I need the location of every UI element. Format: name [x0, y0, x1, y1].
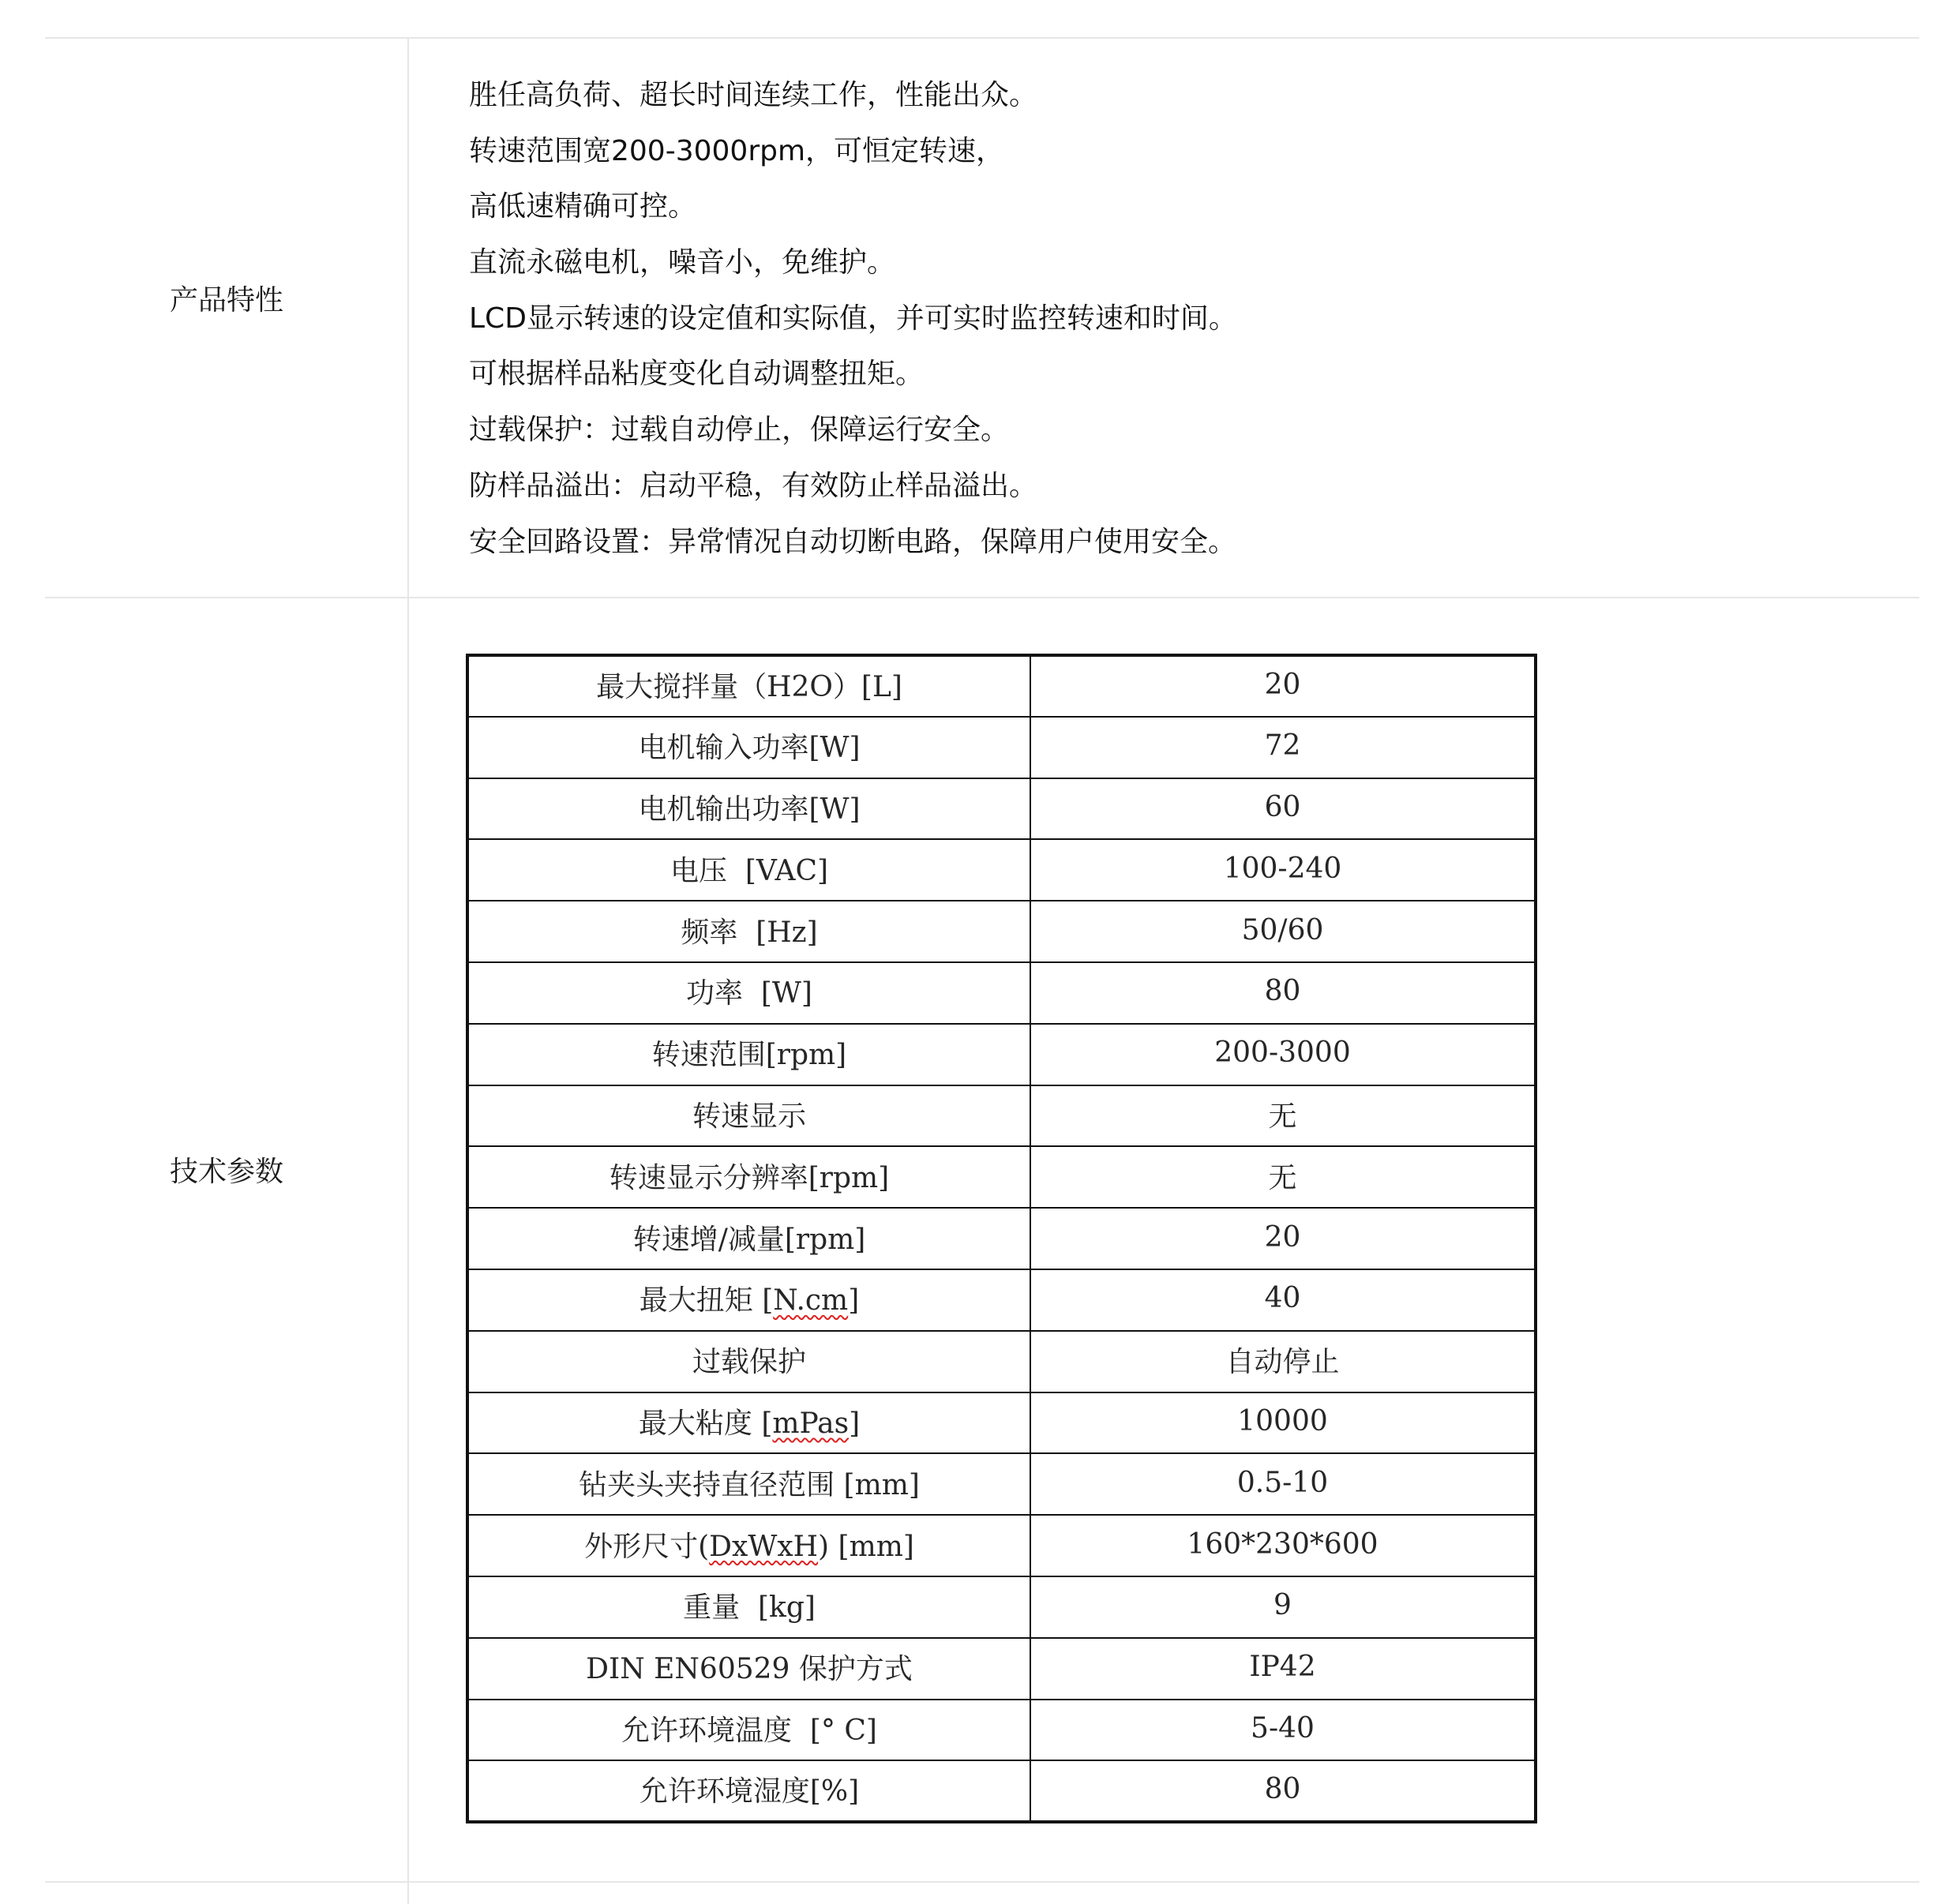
table-row	[467, 1576, 1536, 1638]
spec-param-unit: N.cm	[773, 1284, 849, 1317]
spec-param-text: 最大粘度 [	[638, 1407, 773, 1440]
spec-value-cell: 160*230*600	[1030, 1515, 1536, 1576]
spec-param-cell: 频率 [Hz]	[467, 901, 1030, 962]
spec-value-cell: 20	[1030, 1208, 1536, 1269]
feature-item: 转速范围宽200-3000rpm，可恒定转速，	[469, 134, 1005, 167]
table-row	[467, 717, 1536, 778]
spec-value-cell: 0.5-10	[1030, 1453, 1536, 1515]
spec-param-cell: 电机输出功率[W]	[467, 778, 1030, 840]
spec-param-text: 外形尺寸(	[584, 1530, 710, 1563]
table-row	[467, 1700, 1536, 1761]
spec-value-cell: 200-3000	[1030, 1024, 1536, 1085]
divider-bottom	[45, 1881, 1919, 1883]
table-row	[467, 1515, 1536, 1576]
spec-param-unit: mPas	[772, 1407, 850, 1440]
feature-item: 可根据样品粘度变化自动调整扭矩。	[469, 358, 925, 391]
table-row	[467, 901, 1536, 962]
spec-param-cell: 电机输入功率[W]	[467, 717, 1030, 778]
spec-value-cell: 50/60	[1030, 901, 1536, 962]
feature-item: 高低速精确可控。	[469, 190, 697, 223]
table-row	[467, 1638, 1536, 1700]
spec-param-cell: 最大搅拌量（H2O）[L]	[467, 655, 1030, 717]
spec-value-cell: 20	[1030, 655, 1536, 717]
feature-item: 直流永磁电机，噪音小，免维护。	[469, 246, 896, 279]
divider-middle	[45, 597, 1919, 598]
table-row	[467, 839, 1536, 901]
spec-value-cell: 72	[1030, 717, 1536, 778]
feature-item: LCD显示转速的设定值和实际值，并可实时监控转速和时间。	[469, 302, 1237, 335]
table-row	[467, 1024, 1536, 1085]
table-row	[467, 962, 1536, 1024]
table-row	[467, 1760, 1536, 1822]
table-row	[467, 1269, 1536, 1331]
table-row	[467, 1208, 1536, 1269]
spec-table	[466, 654, 1537, 1823]
specs-label: 技术参数	[169, 1156, 283, 1188]
spec-value-cell: 80	[1030, 962, 1536, 1024]
table-row	[467, 1331, 1536, 1392]
spec-param-cell: 转速增/减量[rpm]	[467, 1208, 1030, 1269]
spec-value-cell: 40	[1030, 1269, 1536, 1331]
spec-param-text: ]	[849, 1407, 861, 1440]
spec-value-cell: 无	[1030, 1146, 1536, 1208]
spec-value-cell: IP42	[1030, 1638, 1536, 1700]
spec-param-cell: DIN EN60529 保护方式	[467, 1638, 1030, 1700]
spec-param-unit: DxWxH	[709, 1530, 819, 1563]
spec-param-cell: 过载保护	[467, 1331, 1030, 1392]
features-label: 产品特性	[169, 284, 283, 317]
spec-param-cell: 电压 [VAC]	[467, 839, 1030, 901]
spec-param-cell: 功率 [W]	[467, 962, 1030, 1024]
spec-param-cell: 转速显示分辨率[rpm]	[467, 1146, 1030, 1208]
spec-value-cell: 100-240	[1030, 839, 1536, 901]
spec-param-text: 最大扭矩 [	[639, 1284, 774, 1317]
spec-value-cell: 60	[1030, 778, 1536, 840]
feature-item: 过载保护：过载自动停止，保障运行安全。	[469, 414, 1010, 447]
spec-param-cell: 转速显示	[467, 1085, 1030, 1147]
spec-value-cell: 9	[1030, 1576, 1536, 1638]
spec-param-cell: 转速范围[rpm]	[467, 1024, 1030, 1085]
table-row	[467, 1453, 1536, 1515]
spec-param-cell: 重量 [kg]	[467, 1576, 1030, 1638]
table-row	[467, 1085, 1536, 1147]
spec-param-cell	[467, 1392, 1030, 1454]
spec-value-cell: 10000	[1030, 1392, 1536, 1454]
spec-value-cell: 无	[1030, 1085, 1536, 1147]
spec-param-cell	[467, 1269, 1030, 1331]
table-row	[467, 1146, 1536, 1208]
spec-value-cell: 80	[1030, 1760, 1536, 1822]
spec-param-cell	[467, 1515, 1030, 1576]
table-row	[467, 778, 1536, 840]
table-row	[467, 1392, 1536, 1454]
table-row	[467, 655, 1536, 717]
spec-param-cell: 允许环境温度 [° C]	[467, 1700, 1030, 1761]
spec-value-cell: 自动停止	[1030, 1331, 1536, 1392]
spec-value-cell: 5-40	[1030, 1700, 1536, 1761]
spec-param-text: ]	[848, 1284, 860, 1317]
spec-param-cell: 钻夹头夹持直径范围 [mm]	[467, 1453, 1030, 1515]
feature-item: 防样品溢出：启动平稳，有效防止样品溢出。	[469, 469, 1038, 502]
feature-item: 安全回路设置：异常情况自动切断电路，保障用户使用安全。	[469, 525, 1237, 558]
feature-item: 胜任高负荷、超长时间连续工作，性能出众。	[469, 79, 1038, 111]
divider-top	[45, 37, 1919, 39]
spec-param-text: ) [mm]	[818, 1530, 914, 1563]
spec-param-cell: 允许环境湿度[%]	[467, 1760, 1030, 1822]
features-list	[469, 68, 1890, 570]
